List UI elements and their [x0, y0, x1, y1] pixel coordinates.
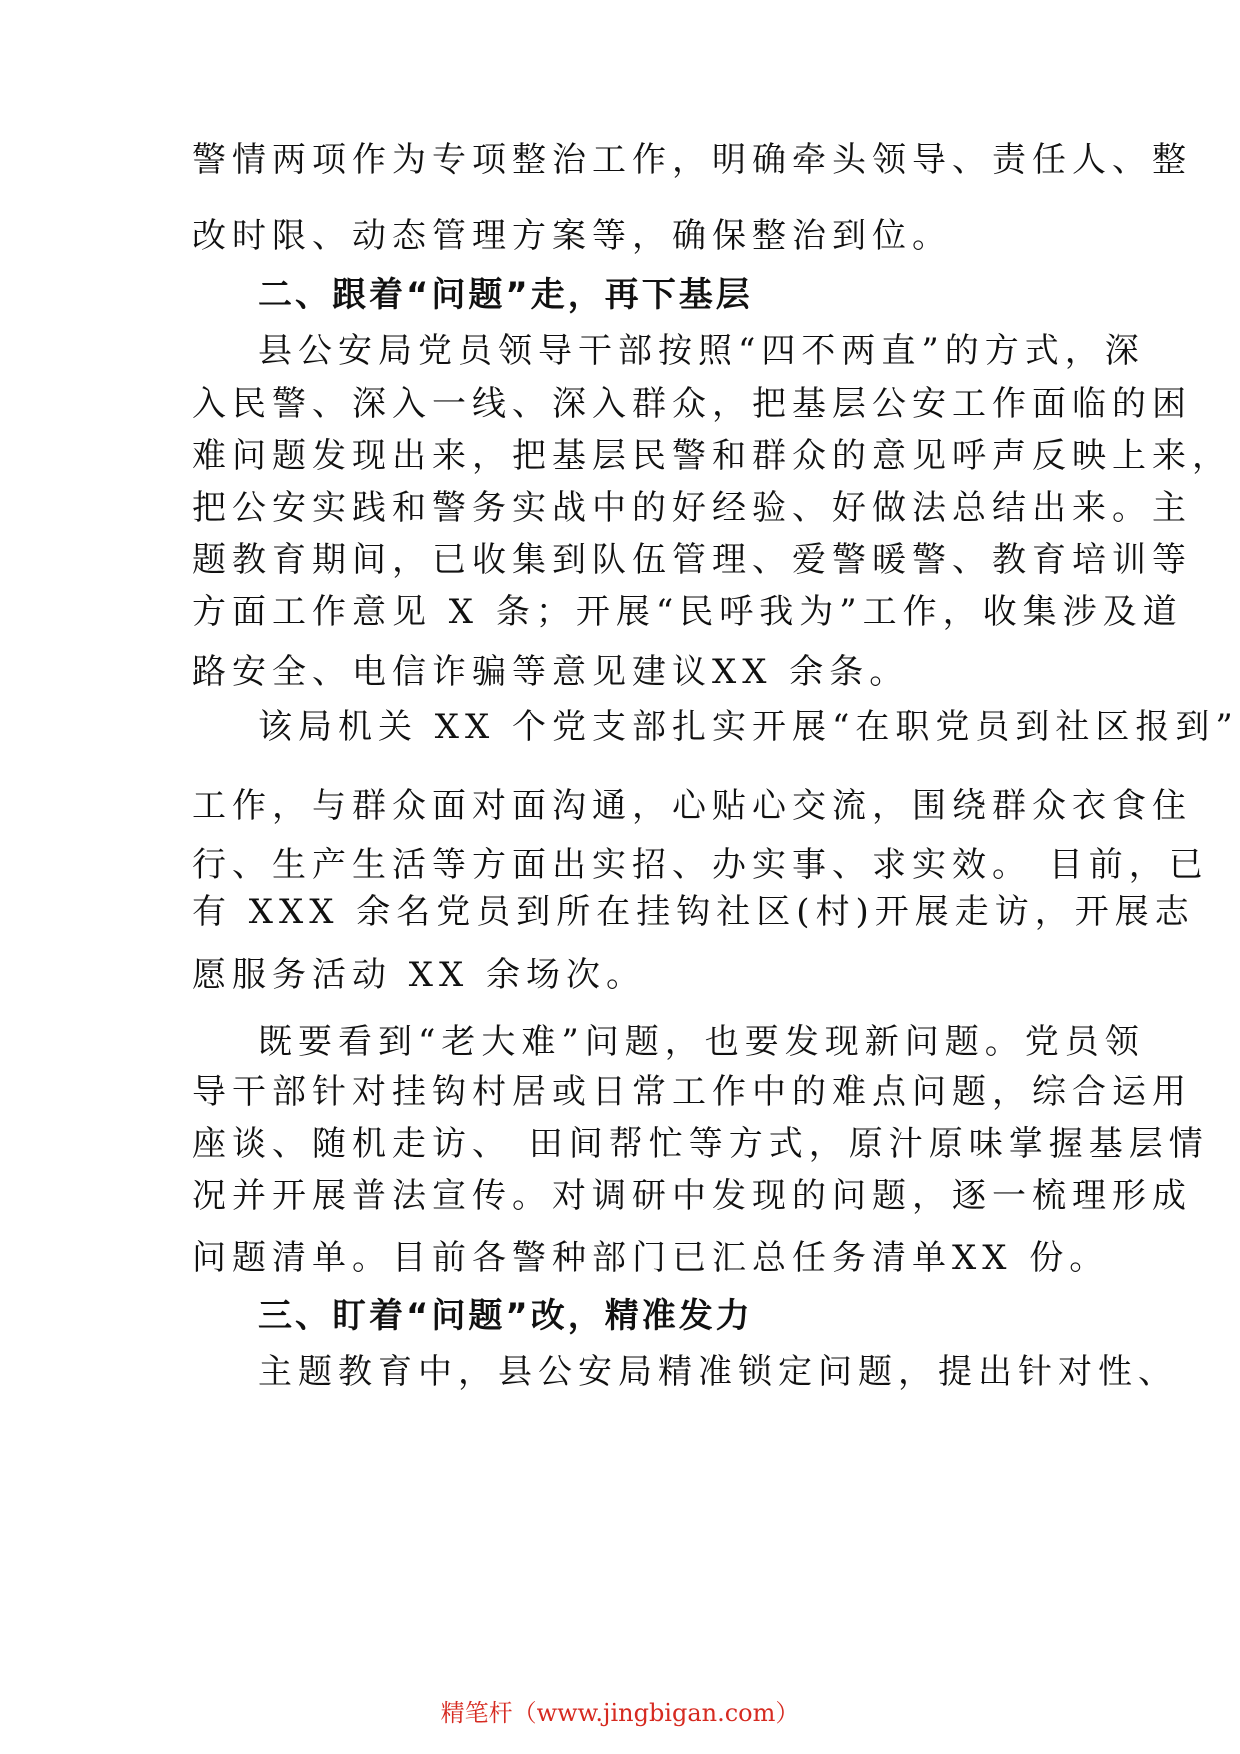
footer-watermark: 精笔杆（www.jingbigan.com） [440, 1699, 800, 1727]
paragraph-line: 县公安局党员领导干部按照“四不两直”的方式，深 [258, 331, 1145, 371]
paragraph-line: 座谈、随机走访、 田间帮忙等方式，原汁原味掌握基层情 [192, 1124, 1209, 1164]
paragraph-line: 改时限、动态管理方案等，确保整治到位。 [192, 216, 952, 256]
paragraph-line: 主题教育中，县公安局精准锁定问题，提出针对性、 [258, 1352, 1178, 1392]
paragraph-line: 把公安实践和警务实战中的好经验、好做法总结出来。主 [192, 488, 1192, 528]
paragraph-line: 有 XXX 余名党员到所在挂钩社区(村)开展走访，开展志 [192, 892, 1195, 932]
paragraph-line: 难问题发现出来，把基层民警和群众的意见呼声反映上来， [192, 436, 1232, 476]
paragraph-line: 问题清单。目前各警种部门已汇总任务清单XX 份。 [192, 1238, 1110, 1278]
paragraph-line: 况并开展普法宣传。对调研中发现的问题，逐一梳理形成 [192, 1176, 1192, 1216]
section-heading-3: 三、盯着“问题”改，精准发力 [258, 1296, 753, 1336]
paragraph-line: 该局机关 XX 个党支部扎实开展“在职党员到社区报到” [258, 707, 1239, 747]
paragraph-line: 导干部针对挂钩村居或日常工作中的难点问题，综合运用 [192, 1072, 1192, 1112]
section-heading-2: 二、跟着“问题”走，再下基层 [258, 275, 753, 315]
paragraph-line: 愿服务活动 XX 余场次。 [192, 955, 647, 995]
paragraph-line: 行、生产生活等方面出实招、办实事、求实效。 目前，已 [192, 845, 1209, 885]
paragraph-line: 入民警、深入一线、深入群众，把基层公安工作面临的困 [192, 384, 1192, 424]
paragraph-line: 题教育期间，已收集到队伍管理、爱警暖警、教育培训等 [192, 540, 1192, 580]
paragraph-line: 方面工作意见 X 条；开展“民呼我为”工作，收集涉及道 [192, 592, 1183, 632]
paragraph-line: 路安全、电信诈骗等意见建议XX 余条。 [192, 652, 910, 692]
paragraph-line: 警情两项作为专项整治工作，明确牵头领导、责任人、整 [192, 140, 1192, 180]
paragraph-line: 工作，与群众面对面沟通，心贴心交流，围绕群众衣食住 [192, 786, 1192, 826]
paragraph-line: 既要看到“老大难”问题，也要发现新问题。党员领 [258, 1022, 1145, 1062]
